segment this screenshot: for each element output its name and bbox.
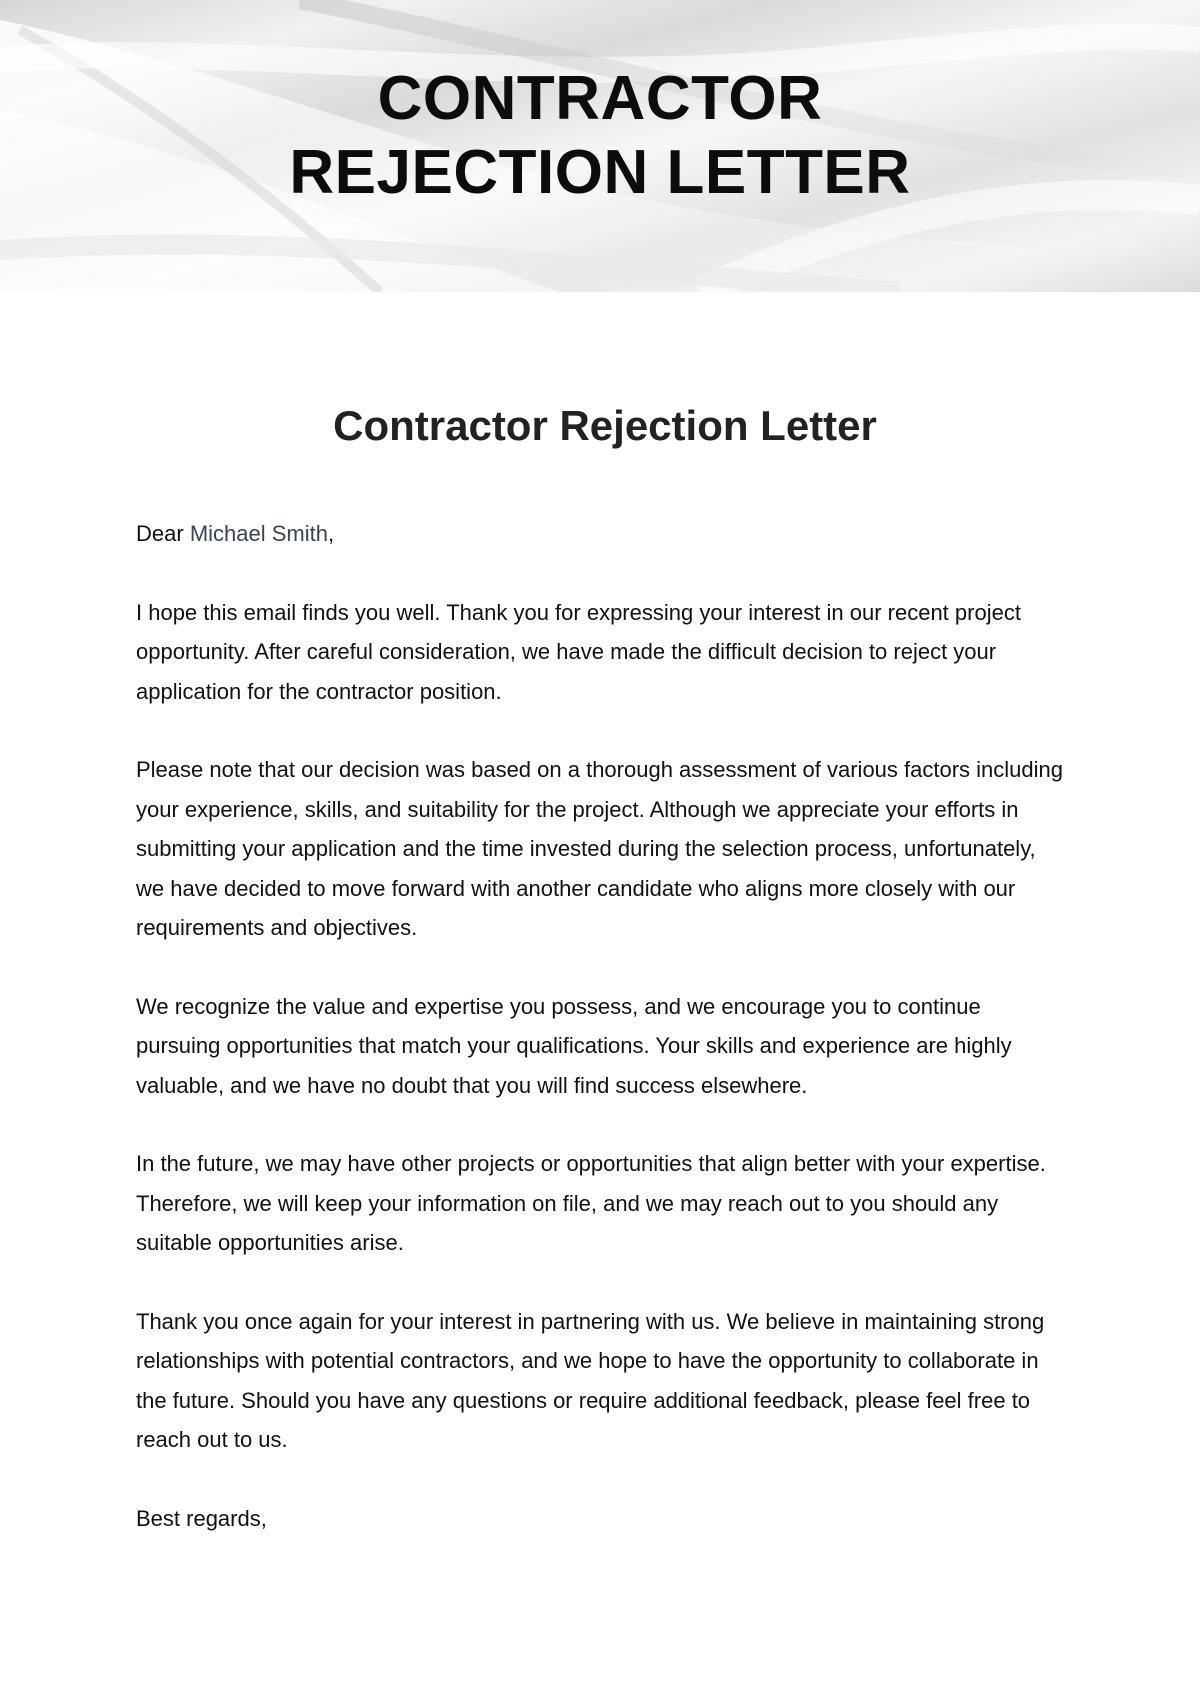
banner-title [0,62,1200,210]
salutation [136,514,1066,554]
letter-body [136,514,1066,1577]
salutation-prefix: Dear [136,521,184,546]
banner-title-line-1: CONTRACTOR [377,64,823,133]
paragraph-1: I hope this email finds you well. Thank you for expressing your interest in our recent project opportunity. After careful consideration, we have made the difficult decision to reject your application for the contractor position. [136,599,1021,704]
closing: Best regards, [136,1505,267,1531]
paragraph-3: We recognize the value and expertise you possess, and we encourage you to continue pursuing opportunities that match your qualifications. Your skills and experience are highly valuable, and we have no doubt that you will find success elsewhere. [136,993,1012,1098]
recipient-name: Michael Smith [189,521,328,546]
header-banner [0,0,1200,292]
paragraph-4: In the future, we may have other projects or opportunities that align better with your expertise. Therefore, we will keep your information on file, and we may reach out to you should any suitable opportunities arise. [136,1151,1046,1255]
paragraph-5: Thank you once again for your interest in partnering with us. We believe in maintaining strong relationships with potential contractors, and we hope to have the opportunity to collaborate in the future. Should you have any questions or require additional feedback, please feel free to reach out to us. [136,1308,1045,1452]
paragraph-2: Please note that our decision was based on a thorough assessment of various factors including your experience, skills, and suitability for the project. Although we appreciate your efforts in submitting your application and the time invested during the selection process, unfortunately, we have decided to move forward with another candidate who aligns more closely with our requirements and objectives. [136,757,1063,940]
salutation-suffix: , [327,521,335,546]
letter-title: Contractor Rejection Letter [333,402,877,449]
banner-title-line-2: REJECTION LETTER [289,138,911,207]
